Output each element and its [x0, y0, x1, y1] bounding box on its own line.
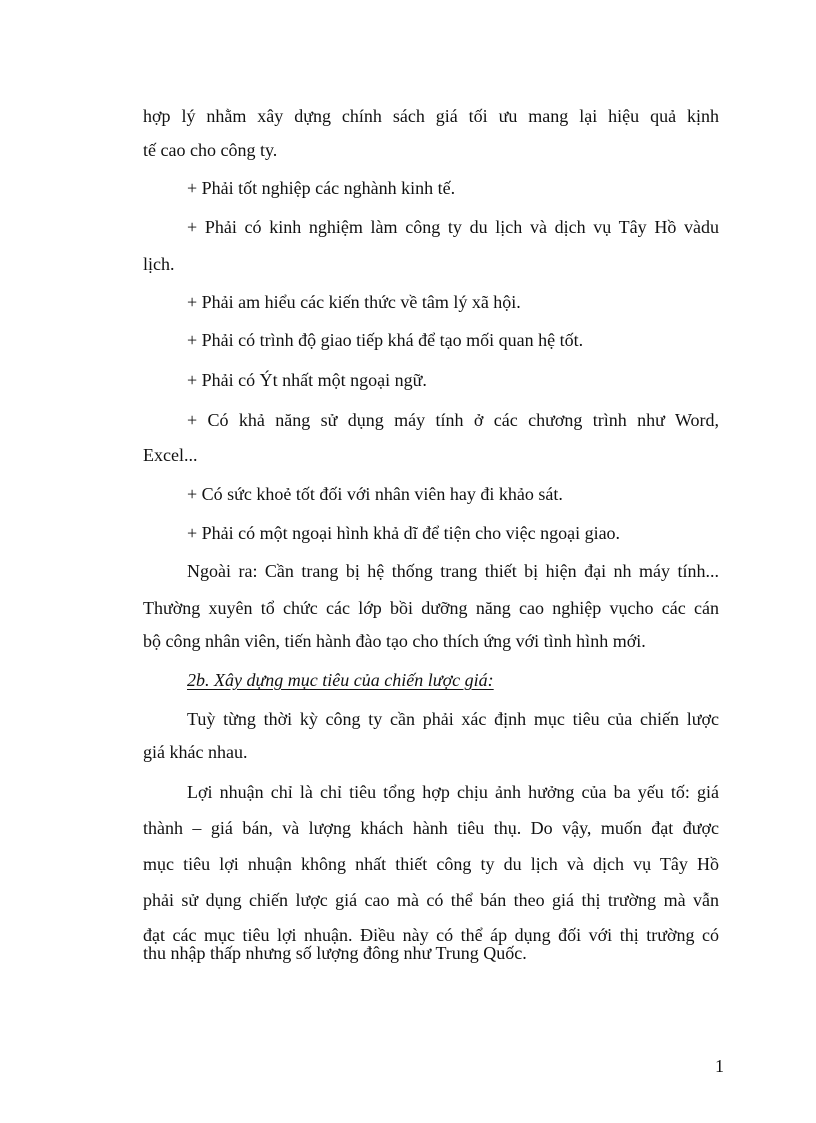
requirement-item-continuation: lịch.	[143, 254, 175, 274]
requirement-item: + Phải có Ýt nhất một ngoại ngữ.	[187, 370, 427, 390]
requirement-item: + Có khả năng sử dụng máy tính ở các chương trình như Word,	[187, 410, 719, 430]
paragraph-line: Ngoài ra: Cần trang bị hệ thống trang thiết bị hiện đại nh máy tính...	[187, 561, 719, 581]
section-heading: 2b. Xây dựng mục tiêu của chiến lược giá:	[187, 670, 494, 690]
page-number: 1	[715, 1056, 724, 1076]
requirement-item: + Có sức khoẻ tốt đối với nhân viên hay đi khảo sát.	[187, 484, 563, 504]
paragraph-line: thu nhập thấp nhưng số lượng đông như Trung Quốc.	[143, 943, 527, 963]
paragraph-line: tế cao cho công ty.	[143, 140, 278, 160]
requirement-item: + Phải am hiểu các kiến thức về tâm lý xã hội.	[187, 292, 521, 312]
paragraph-line: mục tiêu lợi nhuận không nhất thiết công ty du lịch và dịch vụ Tây Hồ	[143, 854, 719, 874]
requirement-item: + Phải có một ngoại hình khả dĩ để tiện cho việc ngoại giao.	[187, 523, 621, 543]
paragraph-line: bộ công nhân viên, tiến hành đào tạo cho thích ứng với tình hình mới.	[143, 631, 646, 651]
requirement-item: + Phải tốt nghiệp các nghành kinh tế.	[187, 178, 456, 198]
paragraph-line: đạt các mục tiêu lợi nhuận. Điều này có thể áp dụng đối với thị trường có	[143, 925, 719, 945]
requirement-item: + Phải có kinh nghiệm làm công ty du lịch và dịch vụ Tây Hồ vàdu	[187, 217, 719, 237]
paragraph-line: Thường xuyên tổ chức các lớp bồi dưỡng năng cao nghiệp vụcho các cán	[143, 598, 719, 618]
paragraph-line: giá khác nhau.	[143, 742, 248, 762]
requirement-item-continuation: Excel...	[143, 445, 198, 465]
paragraph-line: Tuỳ từng thời kỳ công ty cần phải xác định mục tiêu của chiến lược	[187, 709, 719, 729]
paragraph-line: Lợi nhuận chỉ là chỉ tiêu tổng hợp chịu ảnh hưởng của ba yếu tố: giá	[187, 782, 719, 802]
paragraph-line: hợp lý nhằm xây dựng chính sách giá tối ưu mang lại hiệu quả kịnh	[143, 106, 719, 126]
paragraph-line: phải sử dụng chiến lược giá cao mà có thể bán theo giá thị trường mà vẫn	[143, 890, 719, 910]
requirement-item: + Phải có trình độ giao tiếp khá để tạo mối quan hệ tốt.	[187, 330, 584, 350]
paragraph-line: thành – giá bán, và lượng khách hành tiêu thụ. Do vậy, muốn đạt được	[143, 818, 719, 838]
